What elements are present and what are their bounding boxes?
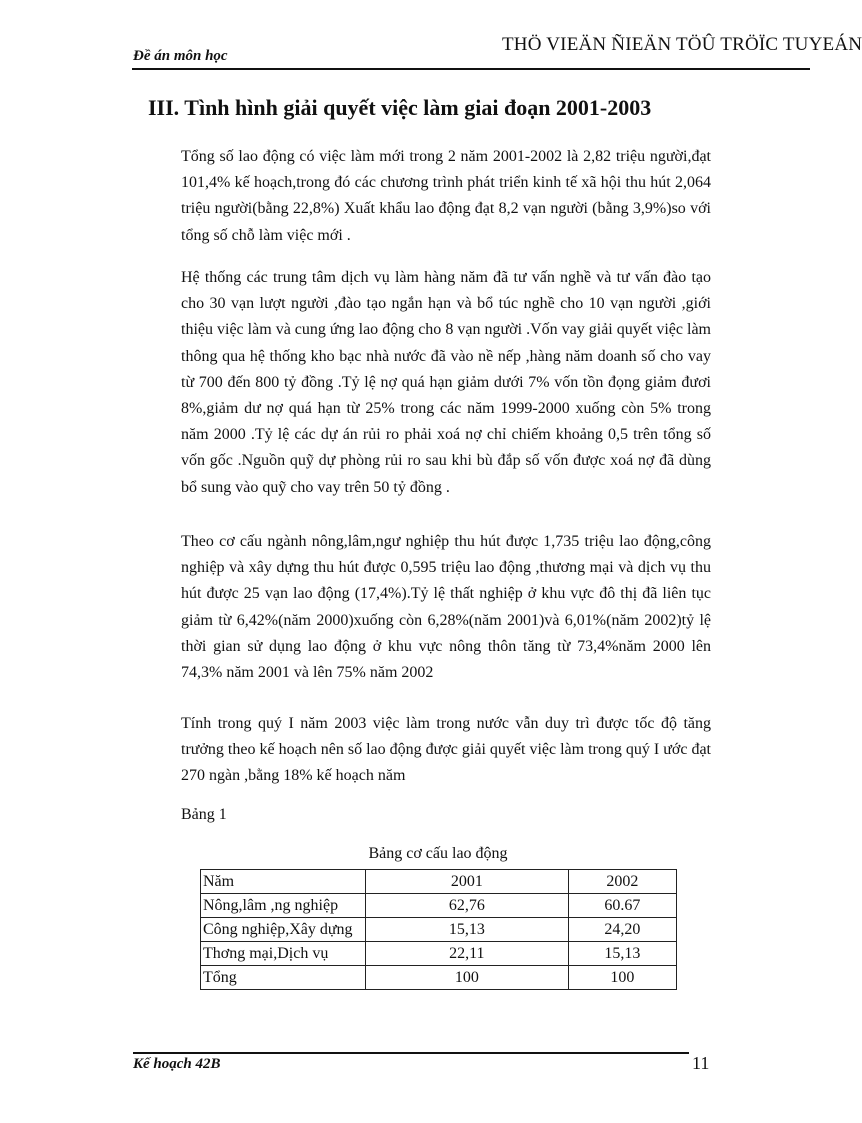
footer-course: Kế hoạch 42B	[133, 1056, 221, 1072]
table-cell: 24,20	[568, 918, 676, 942]
header-rule	[132, 68, 810, 70]
table-cell: 15,13	[365, 918, 568, 942]
table-cell: 62,76	[365, 894, 568, 918]
table-row	[201, 918, 677, 942]
table-cell: 60.67	[568, 894, 676, 918]
table-header-cell: Năm	[201, 870, 366, 894]
table-cell: Tổng	[201, 966, 366, 990]
section-title: III. Tình hình giải quyết việc làm giai đoạn 2001-2003	[148, 95, 652, 120]
table-header-cell: 2002	[568, 870, 676, 894]
paragraph: Tổng số lao động có việc làm mới trong 2 năm 2001-2002 là 2,82 triệu người,đạt 101,4% kế hoạch,trong đó các chương trình phát triển kinh tế xã hội thu hút 2,064 triệu người(bằng 22,8%) Xuất khẩu lao động đạt 8,2 vạn người (bằng 3,9%)so với tổng số chỗ làm việc mới .	[181, 148, 711, 244]
table-row	[201, 942, 677, 966]
page-number: 11	[692, 1053, 710, 1073]
paragraph: Tính trong quý I năm 2003 việc làm trong nước vẫn duy trì được tốc độ tăng trưởng theo kế hoạch nên số lao động được giải quyết việc làm trong quý I ước đạt 270 ngàn ,bằng 18% kế hoạch năm	[181, 715, 711, 785]
labor-structure-table	[200, 869, 677, 990]
paragraph: Hệ thống các trung tâm dịch vụ làm hàng năm đã tư vấn nghề và tư vấn đào tạo cho 30 vạn lượt người ,đào tạo ngắn hạn và bổ túc nghề cho 10 vạn người ,giới thiệu việc làm và cung ứng lao động cho 8 vạn người .Vốn vay giải quyết việc làm thông qua hệ thống kho bạc nhà nước đã vào nề nếp ,hàng năm doanh số cho vay từ 700 đến 800 tỷ đồng .Tỷ lệ nợ quá hạn giảm dưới 7% vốn tồn đọng giảm đươi 8%,giảm dư nợ quá hạn từ 25% trong các năm 1999-2000 xuống còn 5% trong năm 2000 .Tỷ lệ các dự án rủi ro phải xoá nợ chỉ chiếm khoảng 0,5 trên tổng số vốn gốc .Nguồn quỹ dự phòng rủi ro sau khi bù đắp số vốn được xoá nợ đã dùng bổ sung vào quỹ cho vay trên 50 tỷ đồng .	[181, 269, 711, 496]
table-header-cell: 2001	[365, 870, 568, 894]
table-cell: Công nghiệp,Xây dựng	[201, 918, 366, 942]
header-library-name: THÖ VIEÄN ÑIEÄN TÖÛ TRÖÏC TUYEÁN	[502, 34, 862, 55]
paragraph: Theo cơ cấu ngành nông,lâm,ngư nghiệp thu hút được 1,735 triệu lao động,công nghiệp và xây dựng thu hút được 0,595 triệu lao động ,thương mại và dịch vụ thu hút được 25 vạn lao động (17,4%).Tỷ lệ thất nghiệp ở khu vực đô thị đã liên tục giảm từ 6,42%(năm 2000)xuống còn 6,28%(năm 2001)và 6,01%(năm 2002)tỷ lệ thời gian sử dụng lao động ở khu vực nông thôn tăng từ 73,4%năm 2000 lên 74,3% năm 2001 và lên 75% năm 2002	[181, 533, 711, 682]
table-row	[201, 894, 677, 918]
table-cell: Nông,lâm ,ng nghiệp	[201, 894, 366, 918]
table-cell: 100	[365, 966, 568, 990]
table-cell: 15,13	[568, 942, 676, 966]
table-cell: 22,11	[365, 942, 568, 966]
table-label: Bảng 1	[181, 806, 227, 823]
table-cell: Thơng mại,Dịch vụ	[201, 942, 366, 966]
table-row	[201, 966, 677, 990]
header-doc-type: Đề án môn học	[133, 48, 228, 64]
table-caption: Bảng cơ cấu lao động	[368, 845, 508, 862]
table-header-row	[201, 870, 677, 894]
footer-rule	[133, 1052, 689, 1054]
table-cell: 100	[568, 966, 676, 990]
